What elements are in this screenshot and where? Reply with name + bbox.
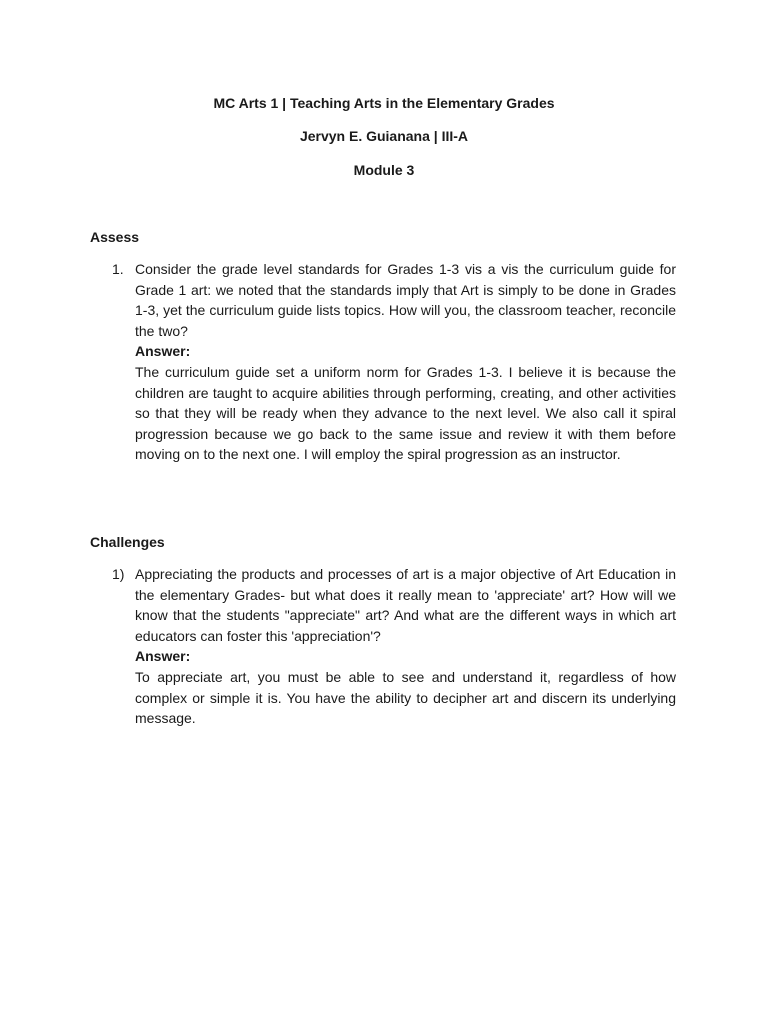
assess-heading: Assess <box>90 229 140 245</box>
challenges-answer-1: To appreciate art, you must be able to see and understand it, regardless of how complex or simple it is. You have the ability to decipher art and discern its underlying message. <box>135 668 676 727</box>
challenges-item-1 <box>90 564 676 729</box>
answer-label: Answer: <box>135 648 191 665</box>
course-title: MC Arts 1 | Teaching Arts in the Elementary Grades <box>213 95 555 111</box>
list-marker: 1) <box>112 566 125 582</box>
list-marker: 1. <box>112 261 124 277</box>
assess-item-1 <box>90 259 676 465</box>
challenges-question-1: Appreciating the products and processes of art is a major objective of Art Education in the elementary Grades- but what does it really mean to 'appreciate' art? How will we know that the students "appreciate" art? And what are the different ways in which art educators can foster this 'appreciation'? <box>135 566 676 644</box>
assess-answer-1: The curriculum guide set a uniform norm for Grades 1-3. I believe it is because the children are taught to acquire abilities through performing, creating, and other activities so that they will be ready when they advance to the next level. We also call it spiral progression because we go back to the same issue and review it with them before moving on to the next one. I will employ the spiral progression as an instructor. <box>135 363 676 463</box>
challenges-heading: Challenges <box>90 534 165 550</box>
answer-label: Answer: <box>135 343 191 360</box>
author-line: Jervyn E. Guianana | III-A <box>299 128 469 144</box>
module-title: Module 3 <box>353 162 415 178</box>
assess-question-1: Consider the grade level standards for Grades 1-3 vis a vis the curriculum guide for Grade 1 art: we noted that the standards imply that Art is simply to be done in Grades 1-3, yet the curriculum guide lists topics. How will you, the classroom teacher, reconcile the two? <box>135 261 676 339</box>
